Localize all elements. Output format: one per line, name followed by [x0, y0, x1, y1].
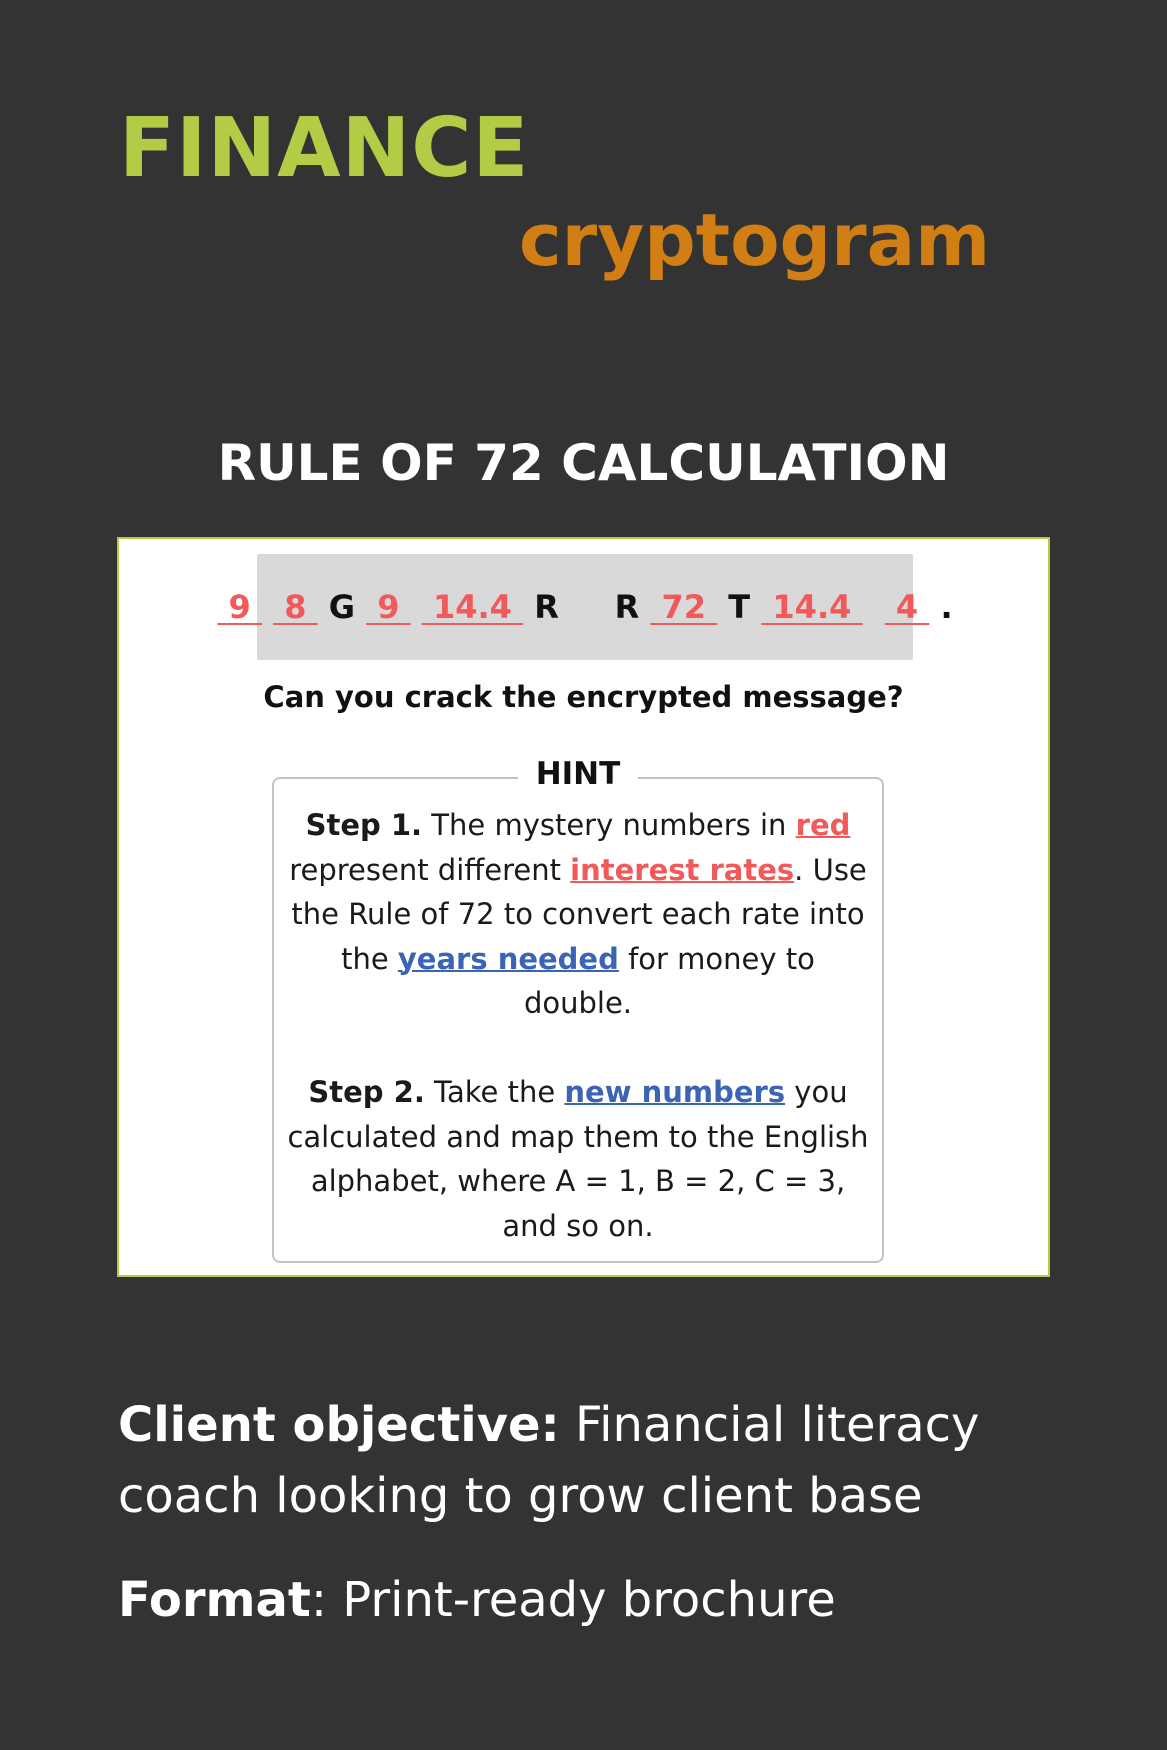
keyword-new-numbers: new numbers: [564, 1075, 786, 1109]
step2-label: Step 2.: [308, 1075, 425, 1109]
hint-text: [286, 803, 870, 1248]
cipher-gap: [411, 588, 422, 626]
cipher-number: 14.4: [421, 588, 524, 626]
step1-text-2: represent different: [289, 852, 571, 887]
section-heading: RULE OF 72 CALCULATION: [217, 434, 950, 492]
subtitle-cryptogram: cryptogram: [519, 198, 991, 282]
cipher-number: 72: [650, 588, 718, 626]
step2-text-1: Take the: [424, 1075, 565, 1109]
cipher-number: 9: [366, 588, 411, 626]
hint-label-row: [274, 756, 882, 792]
hint-label: HINT: [518, 756, 639, 792]
cipher-letter: .: [929, 588, 953, 626]
puzzle-card: [117, 537, 1050, 1277]
keyword-years-needed: years needed: [397, 941, 619, 976]
cipher-number: 8: [273, 588, 318, 626]
keyword-red: red: [795, 808, 851, 842]
title-finance: FINANCE: [119, 101, 530, 196]
objective-text: Financial literacy coach looking to grow client base: [118, 1397, 980, 1524]
keyword-interest-rates: interest rates: [570, 852, 795, 887]
format-line: [118, 1565, 836, 1636]
step1-text-4: for money to double.: [523, 941, 815, 1020]
cipher-gap: [559, 588, 615, 626]
cipher-letter: T: [717, 588, 762, 626]
cipher-gap: [863, 588, 885, 626]
cipher-number: 14.4: [761, 588, 863, 626]
hint-box: [272, 756, 884, 1263]
cipher-letter: R: [614, 588, 651, 626]
puzzle-prompt: Can you crack the encrypted message?: [263, 680, 904, 714]
cipher-letter: G: [317, 588, 367, 626]
client-objective: [118, 1390, 1118, 1532]
cipher-message: [217, 554, 953, 660]
format-text: : Print-ready brochure: [310, 1572, 836, 1628]
cipher-letter: R: [523, 588, 559, 626]
cipher-gap: [262, 588, 273, 626]
step1-label: Step 1.: [305, 808, 423, 842]
format-label: Format: [118, 1572, 311, 1628]
step1-text-1: The mystery numbers in: [422, 808, 796, 842]
step1-text-3: . Use the Rule of 72 to convert each rate into the: [291, 852, 867, 976]
cipher-number: 4: [884, 588, 930, 626]
objective-label: Client objective:: [118, 1397, 560, 1453]
cipher-number: 9: [217, 588, 262, 626]
step2-text-2: you calculated and map them to the English alphabet, where A = 1, B = 2, C = 3, and so on.: [287, 1075, 869, 1243]
